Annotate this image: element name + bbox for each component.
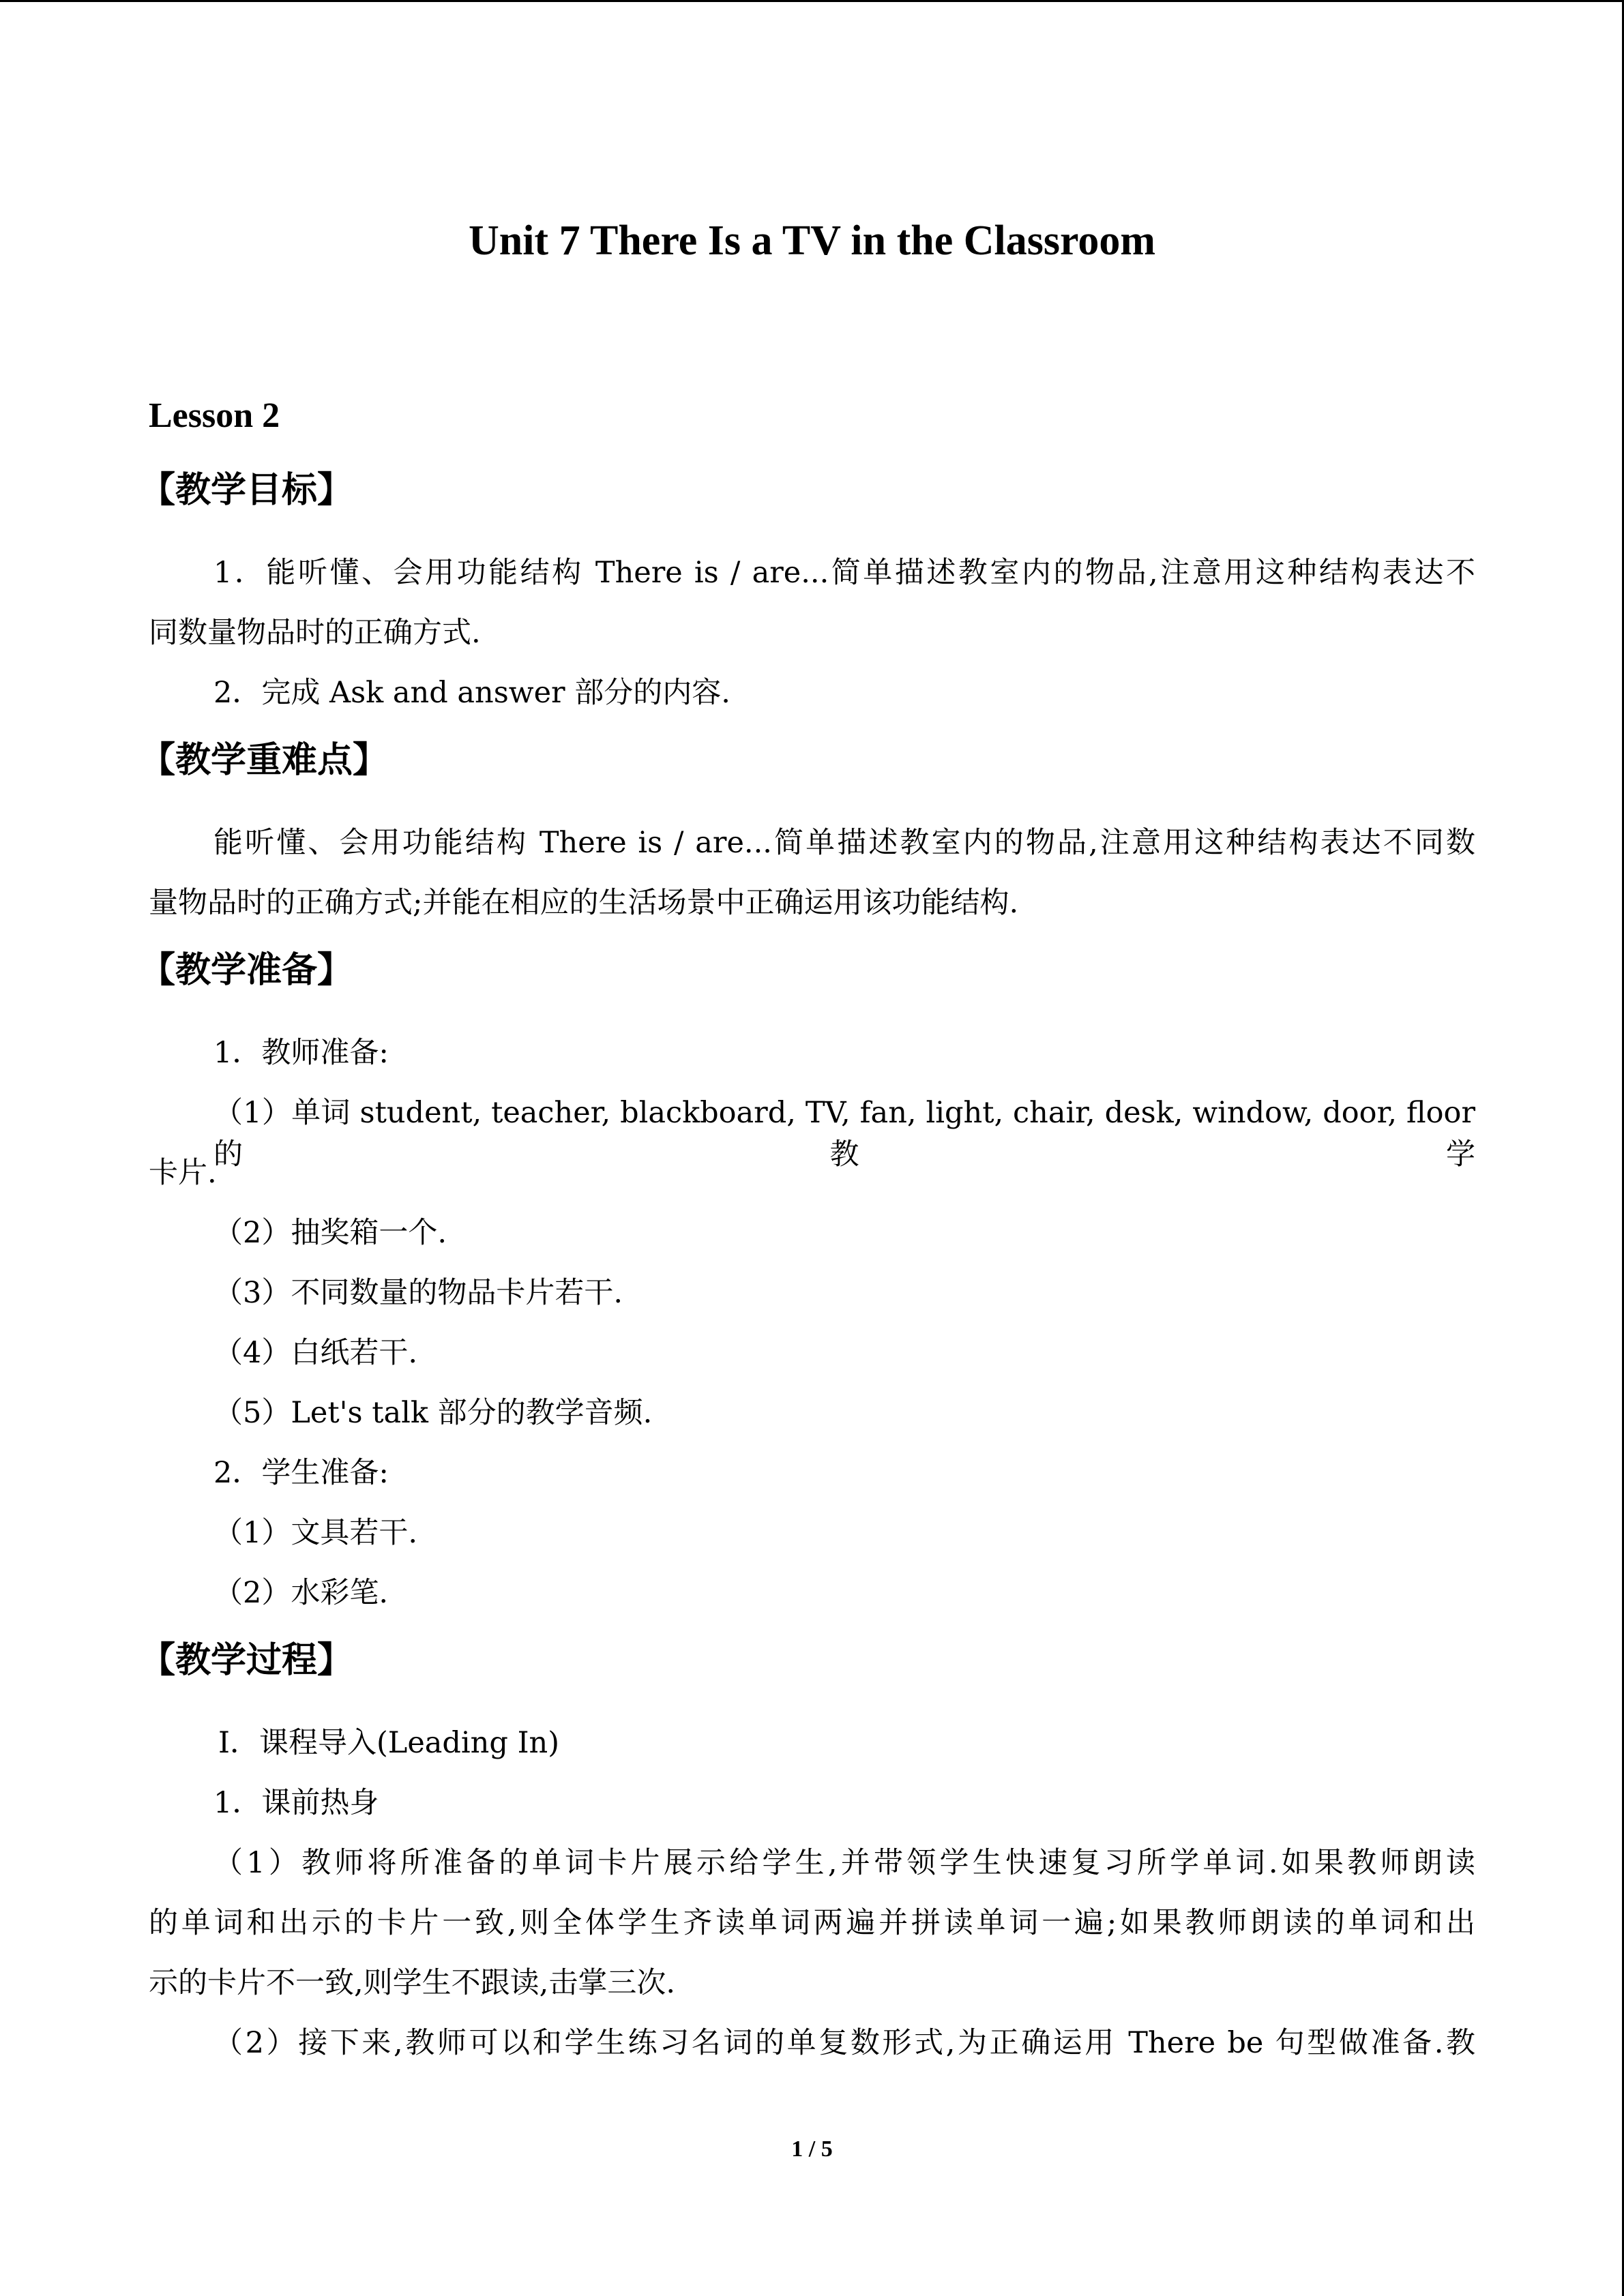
preparation-line: （1）文具若干. xyxy=(213,1516,418,1550)
objectives-line: 1．能听懂、会用功能结构 There is / are...简单描述教室内的物品,注意用这种结构表达不 xyxy=(213,556,1475,590)
process-line: Ⅰ．课程导入(Leading In) xyxy=(218,1726,560,1760)
document-title: Unit 7 There Is a TV in the Classroom xyxy=(468,218,1156,264)
key-points-heading: 【教学重难点】 xyxy=(140,740,389,781)
objectives-heading: 【教学目标】 xyxy=(140,470,353,511)
preparation-line: （1）单词 student, teacher, blackboard, TV, fan, light, chair, desk, window, door, floor 的教学 xyxy=(213,1096,1475,1172)
process-line: 示的卡片不一致,则学生不跟读,击掌三次. xyxy=(149,1966,676,2000)
preparation-line: （2）水彩笔. xyxy=(213,1576,389,1610)
lesson-label: Lesson 2 xyxy=(149,396,280,435)
process-line: （2）接下来,教师可以和学生练习名词的单复数形式,为正确运用 There be 句型做准备.教 xyxy=(213,2026,1475,2060)
preparation-line: 2．学生准备: xyxy=(213,1456,389,1490)
key-points-line: 能听懂、会用功能结构 There is / are...简单描述教室内的物品,注意用这种结构表达不同数 xyxy=(213,826,1475,860)
preparation-line: 1．教师准备: xyxy=(213,1036,389,1070)
page-number: 1 / 5 xyxy=(791,2136,833,2162)
process-line: 1．课前热身 xyxy=(213,1786,379,1820)
objectives-line: 同数量物品时的正确方式. xyxy=(149,616,481,650)
preparation-line: （4）白纸若干. xyxy=(213,1336,418,1370)
process-line: （1）教师将所准备的单词卡片展示给学生,并带领学生快速复习所学单词.如果教师朗读 xyxy=(213,1846,1475,1880)
process-line: 的单词和出示的卡片一致,则全体学生齐读单词两遍并拼读单词一遍;如果教师朗读的单词和出 xyxy=(149,1906,1475,1940)
preparation-line: （3）不同数量的物品卡片若干. xyxy=(213,1276,623,1310)
process-heading: 【教学过程】 xyxy=(140,1640,353,1681)
preparation-line: 卡片. xyxy=(149,1156,217,1190)
objectives-line: 2．完成 Ask and answer 部分的内容. xyxy=(213,676,730,710)
preparation-line: （2）抽奖箱一个. xyxy=(213,1216,447,1250)
preparation-heading: 【教学准备】 xyxy=(140,950,353,991)
preparation-line: （5）Let's talk 部分的教学音频. xyxy=(213,1396,653,1430)
key-points-line: 量物品时的正确方式;并能在相应的生活场景中正确运用该功能结构. xyxy=(149,886,1019,920)
